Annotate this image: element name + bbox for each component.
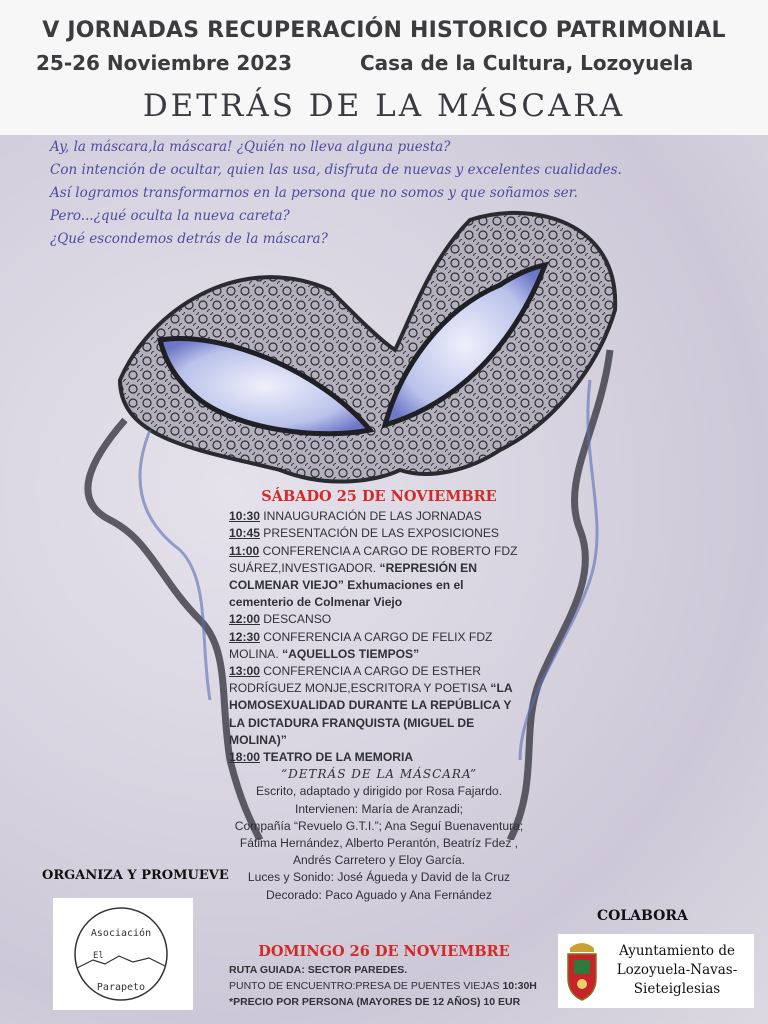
saturday-heading: SÁBADO 25 DE NOVIEMBRE xyxy=(261,488,497,505)
item-time: 13:00 xyxy=(229,664,260,679)
item-text: CONFERENCIA A CARGO DE ROBERTO FDZ SUÁREZ,INVESTIGADOR. xyxy=(229,543,518,575)
poem-line: Pero...¿qué oculta la nueva careta? xyxy=(50,208,290,224)
collaborator-line: Lozoyuela-Navas- xyxy=(616,962,738,978)
intro-poem xyxy=(50,136,740,251)
logo-text-mid: El xyxy=(93,951,104,961)
item-time: 12:00 xyxy=(229,612,260,627)
play-title: “DETRÁS DE LA MÁSCARA” xyxy=(281,767,477,782)
item-time: 11:00 xyxy=(229,543,260,558)
price-line: *PRECIO POR PERSONA (MAYORES DE 12 AÑOS) 10 EUR xyxy=(229,996,521,1008)
event-dates: 25-26 Noviembre 2023 xyxy=(36,51,293,75)
poster-title: DETRÁS DE LA MÁSCARA xyxy=(142,88,626,124)
poem-line: Con intención de ocultar, quien las usa, disfruta de nuevas y excelentes cualidades. xyxy=(50,162,622,178)
collaborator-line: Sieteiglesias xyxy=(633,981,721,997)
item-time: 10:30 xyxy=(229,509,260,524)
credit-line: Luces y Sonido: José Águeda y David de la Cruz xyxy=(247,870,511,885)
meeting-time: 10:30H xyxy=(502,980,537,992)
parapeto-logo-icon xyxy=(53,898,193,1010)
program-item xyxy=(229,611,529,628)
organizer-logo xyxy=(53,898,193,1010)
credit-line: Andrés Carretero y Eloy García. xyxy=(292,853,466,868)
logo-text-bottom: Parapeto xyxy=(96,982,146,993)
collaborator-label: COLABORA xyxy=(597,908,688,924)
organizer-label: ORGANIZA Y PROMUEVE xyxy=(42,868,229,883)
item-text: TEATRO DE LA MEMORIA xyxy=(259,750,414,765)
credit-line: Escrito, adaptado y dirigido por Rosa Fajardo. xyxy=(255,784,503,799)
credit-line: Decorado: Paco Aguado y Ana Fernández xyxy=(266,887,492,902)
program-item xyxy=(229,543,529,612)
poem-line: Ay, la máscara,la máscara! ¿Quién no lleva alguna puesta? xyxy=(50,139,451,155)
sunday-program xyxy=(229,944,539,1010)
credit-line: Compañía “Revuelo G.T.I.”; Ana Seguí Buenaventura; xyxy=(234,818,524,833)
poem-line: ¿Qué escondemos detrás de la máscara? xyxy=(50,231,328,247)
sunday-heading: DOMINGO 26 DE NOVIEMBRE xyxy=(258,943,510,960)
meeting-line xyxy=(229,978,539,994)
meeting-point: PUNTO DE ENCUENTRO:PRESA DE PUENTES VIEJAS xyxy=(229,980,500,992)
collaborator-line: Ayuntamiento de xyxy=(619,943,735,959)
program-item xyxy=(229,749,529,766)
item-title: “REPRESIÓN EN COLMENAR VIEJO” xyxy=(229,560,477,593)
item-subtitle: Exhumaciones en el cementerio de Colmenar Viejo xyxy=(229,578,464,610)
program-item xyxy=(229,629,529,663)
collaborator-name xyxy=(602,942,752,999)
saturday-program xyxy=(229,488,529,904)
item-text: CONFERENCIA A CARGO DE ESTHER RODRÍGUEZ MONJE,ESCRITORA Y POETISA xyxy=(229,664,488,696)
event-heading: V JORNADAS RECUPERACIÓN HISTORICO PATRIMONIAL xyxy=(42,18,726,43)
item-text: CONFERENCIA A CARGO DE FELIX FDZ MOLINA. xyxy=(229,629,493,661)
coat-of-arms-icon xyxy=(562,938,602,1004)
program-item xyxy=(229,663,529,749)
item-time: 18:00 xyxy=(229,750,260,765)
route-line: RUTA GUIADA: SECTOR PAREDES. xyxy=(229,964,408,976)
collaborator-box xyxy=(558,934,754,1008)
logo-text-top: Asociación xyxy=(90,928,152,939)
item-title: “LA HOMOSEXUALIDAD DURANTE LA REPÚBLICA Y LA DICTADURA FRANQUISTA (MIGUEL DE MOLINA)” xyxy=(229,681,513,747)
event-venue: Casa de la Cultura, Lozoyuela xyxy=(360,51,694,75)
program-item xyxy=(229,508,529,525)
item-text: INNAUGURACIÓN DE LAS JORNADAS xyxy=(259,509,482,524)
credit-line: Intervienen: María de Aranzadi; xyxy=(294,801,464,816)
item-text: DESCANSO xyxy=(259,612,332,627)
credit-line: Fátima Hernández, Alberto Perantón, Beatríz Fdez , xyxy=(239,836,519,851)
item-text: PRESENTACIÓN DE LAS EXPOSICIONES xyxy=(259,526,499,541)
item-time: 10:45 xyxy=(229,526,260,541)
program-item xyxy=(229,525,529,542)
poem-line: Así logramos transformarnos en la persona que no somos y que soñamos ser. xyxy=(50,185,578,201)
item-title: “AQUELLOS TIEMPOS” xyxy=(278,646,420,661)
item-time: 12:30 xyxy=(229,629,260,644)
